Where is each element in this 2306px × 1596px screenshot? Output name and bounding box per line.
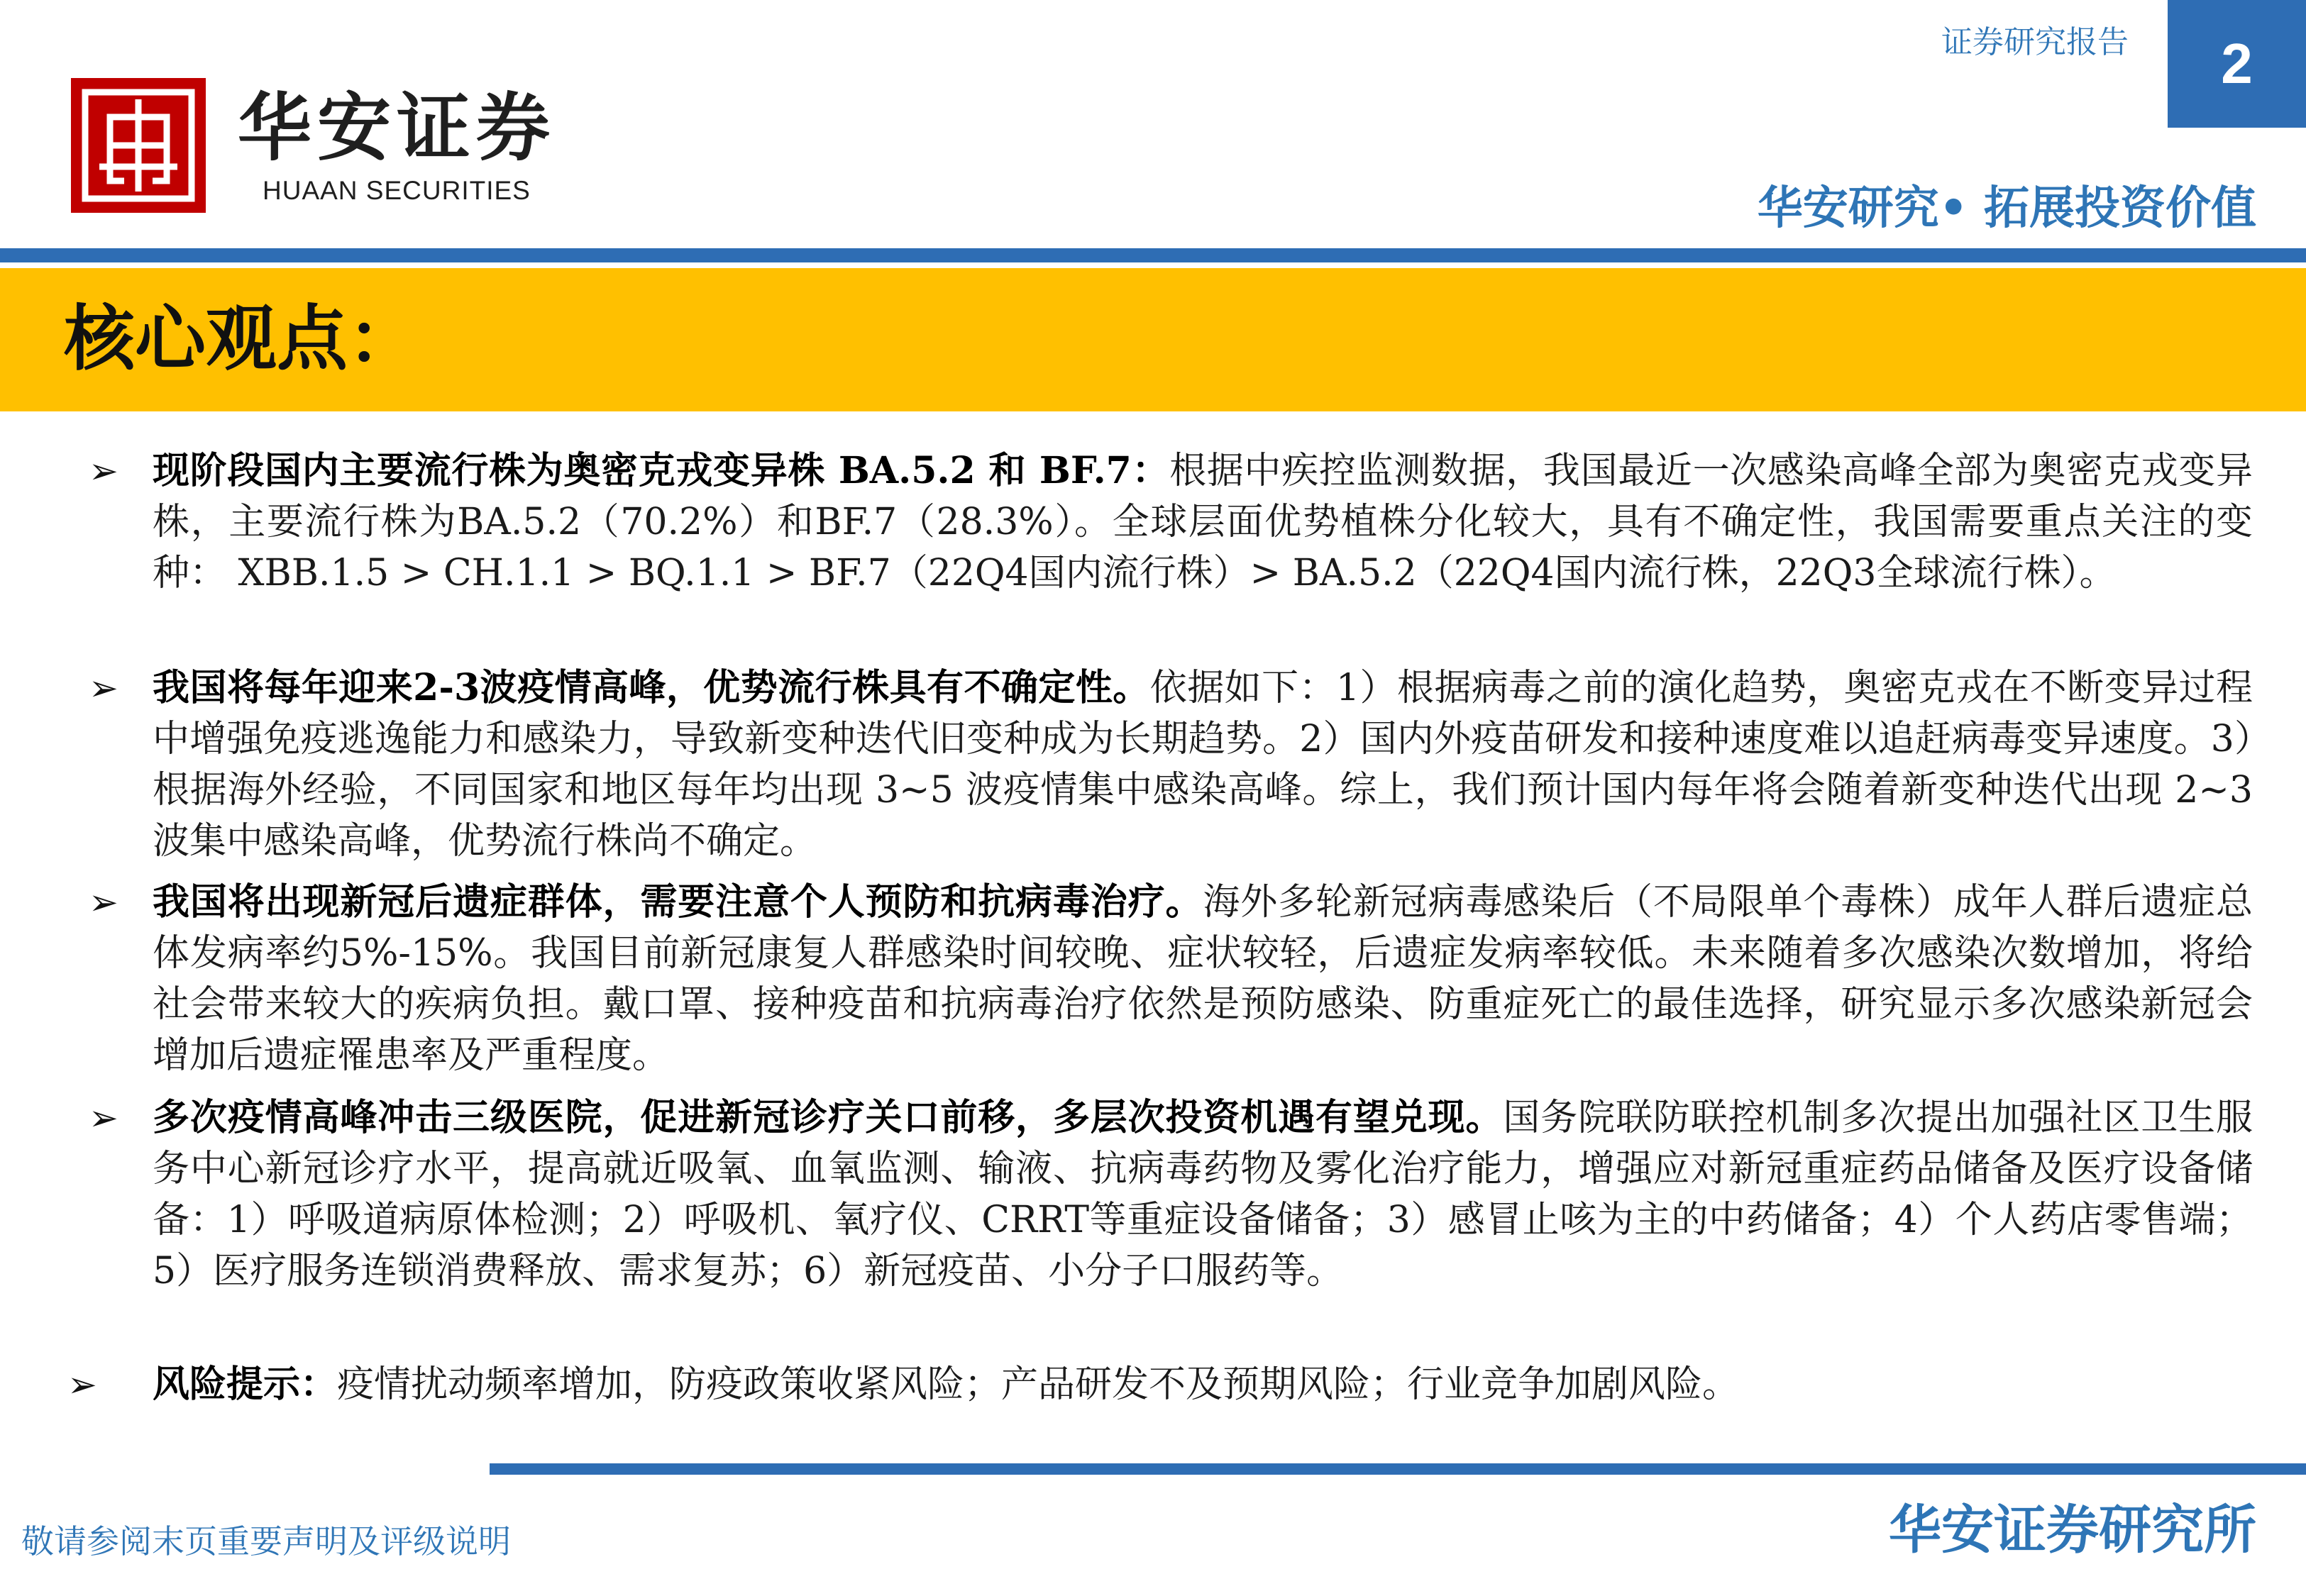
arrow-bullet-icon: ➢: [89, 882, 118, 923]
key-point-body: 根据中疾控监测数据，我国最近一次感染高峰全部为奥密克戎变异株，主要流行株为BA.5.2（70.2%）和BF.7（28.3%）。全球层面优势植株分化较大，具有不确定性，我国需要重点关注的变种： XBB.1.5 > CH.1.1 > BQ.1.1 > BF.7（22Q4国内流行株）> BA.5.2（22Q4国内流行株，22Q3全球流行株）。: [153, 450, 2253, 594]
header-divider: [0, 248, 2306, 262]
arrow-bullet-icon: ➢: [89, 1097, 118, 1138]
key-point-lead: 我国将每年迎来2-3波疫情高峰，优势流行株具有不确定性。: [153, 666, 1150, 709]
disclaimer-link[interactable]: 敬请参阅末页重要声明及评级说明: [21, 1522, 511, 1561]
key-point-body: 疫情扰动频率增加，防疫政策收紧风险；产品研发不及预期风险；行业竞争加剧风险。: [337, 1363, 1740, 1406]
key-point-body: 国务院联防联控机制多次提出加强社区卫生服务中心新冠诊疗水平，提高就近吸氧、血氧监测、输液、抗病毒药物及雾化治疗能力，增强应对新冠重症药品储备及医疗设备储备：1）呼吸道病原体检测；2）呼吸机、氧疗仪、CRRT等重症设备储备；3）感冒止咳为主的中药储备；4）个人药店零售端；5）医疗服务连锁消费释放、需求复苏；6）新冠疫苗、小分子口服药等。: [153, 1097, 2253, 1292]
key-point-text: [153, 1359, 2253, 1410]
section-title: 核心观点：: [64, 297, 419, 380]
company-name-cn: 华安证券: [238, 84, 556, 171]
arrow-bullet-icon: ➢: [89, 667, 118, 709]
footer-divider: [490, 1463, 2306, 1475]
key-point-text: [153, 1092, 2253, 1297]
key-point-lead: 现阶段国内主要流行株为奥密克戎变异株 BA.5.2 和 BF.7：: [153, 449, 1170, 492]
arrow-bullet-icon: ➢: [89, 450, 118, 492]
arrow-bullet-icon: ➢: [67, 1364, 97, 1405]
key-point-lead: 我国将出现新冠后遗症群体，需要注意个人预防和抗病毒治疗。: [153, 880, 1203, 924]
key-point-lead: 风险提示：: [153, 1363, 338, 1406]
slogan: 华安研究• 拓展投资价值: [1757, 182, 2256, 235]
key-point-body: 海外多轮新冠病毒感染后（不局限单个毒株）成年人群后遗症总体发病率约5%-15%。我国目前新冠康复人群感染时间较晚、症状较轻，后遗症发病率较低。未来随着多次感染次数增加，将给社会带来较大的疾病负担。戴口罩、接种疫苗和抗病毒治疗依然是预防感染、防重症死亡的最佳选择，研究显示多次感染新冠会增加后遗症罹患率及严重程度。: [153, 881, 2253, 1077]
key-point-body: 依据如下：1）根据病毒之前的演化趋势，奥密克戎在不断变异过程中增强免疫逃逸能力和感染力，导致新变种迭代旧变种成为长期趋势。2）国内外疫苗研发和接种速度难以追赶病毒变异速度。3）根据海外经验，不同国家和地区每年均出现 3~5 波疫情集中感染高峰。综上，我们预计国内每年将会随着新变种迭代出现 2~3 波集中感染高峰，优势流行株尚不确定。: [153, 667, 2253, 863]
company-name-en: HUAAN SECURITIES: [263, 176, 531, 205]
key-point-text: [153, 877, 2253, 1081]
report-type-label: 证券研究报告: [1941, 24, 2129, 60]
institute-name: 华安证券研究所: [1889, 1500, 2256, 1561]
company-logo-mark: [71, 78, 206, 213]
key-point-text: [153, 445, 2253, 599]
page-number: 2: [2168, 0, 2306, 128]
key-point-text: [153, 663, 2253, 867]
key-point-lead: 多次疫情高峰冲击三级医院，促进新冠诊疗关口前移，多层次投资机遇有望兑现。: [153, 1096, 1504, 1139]
